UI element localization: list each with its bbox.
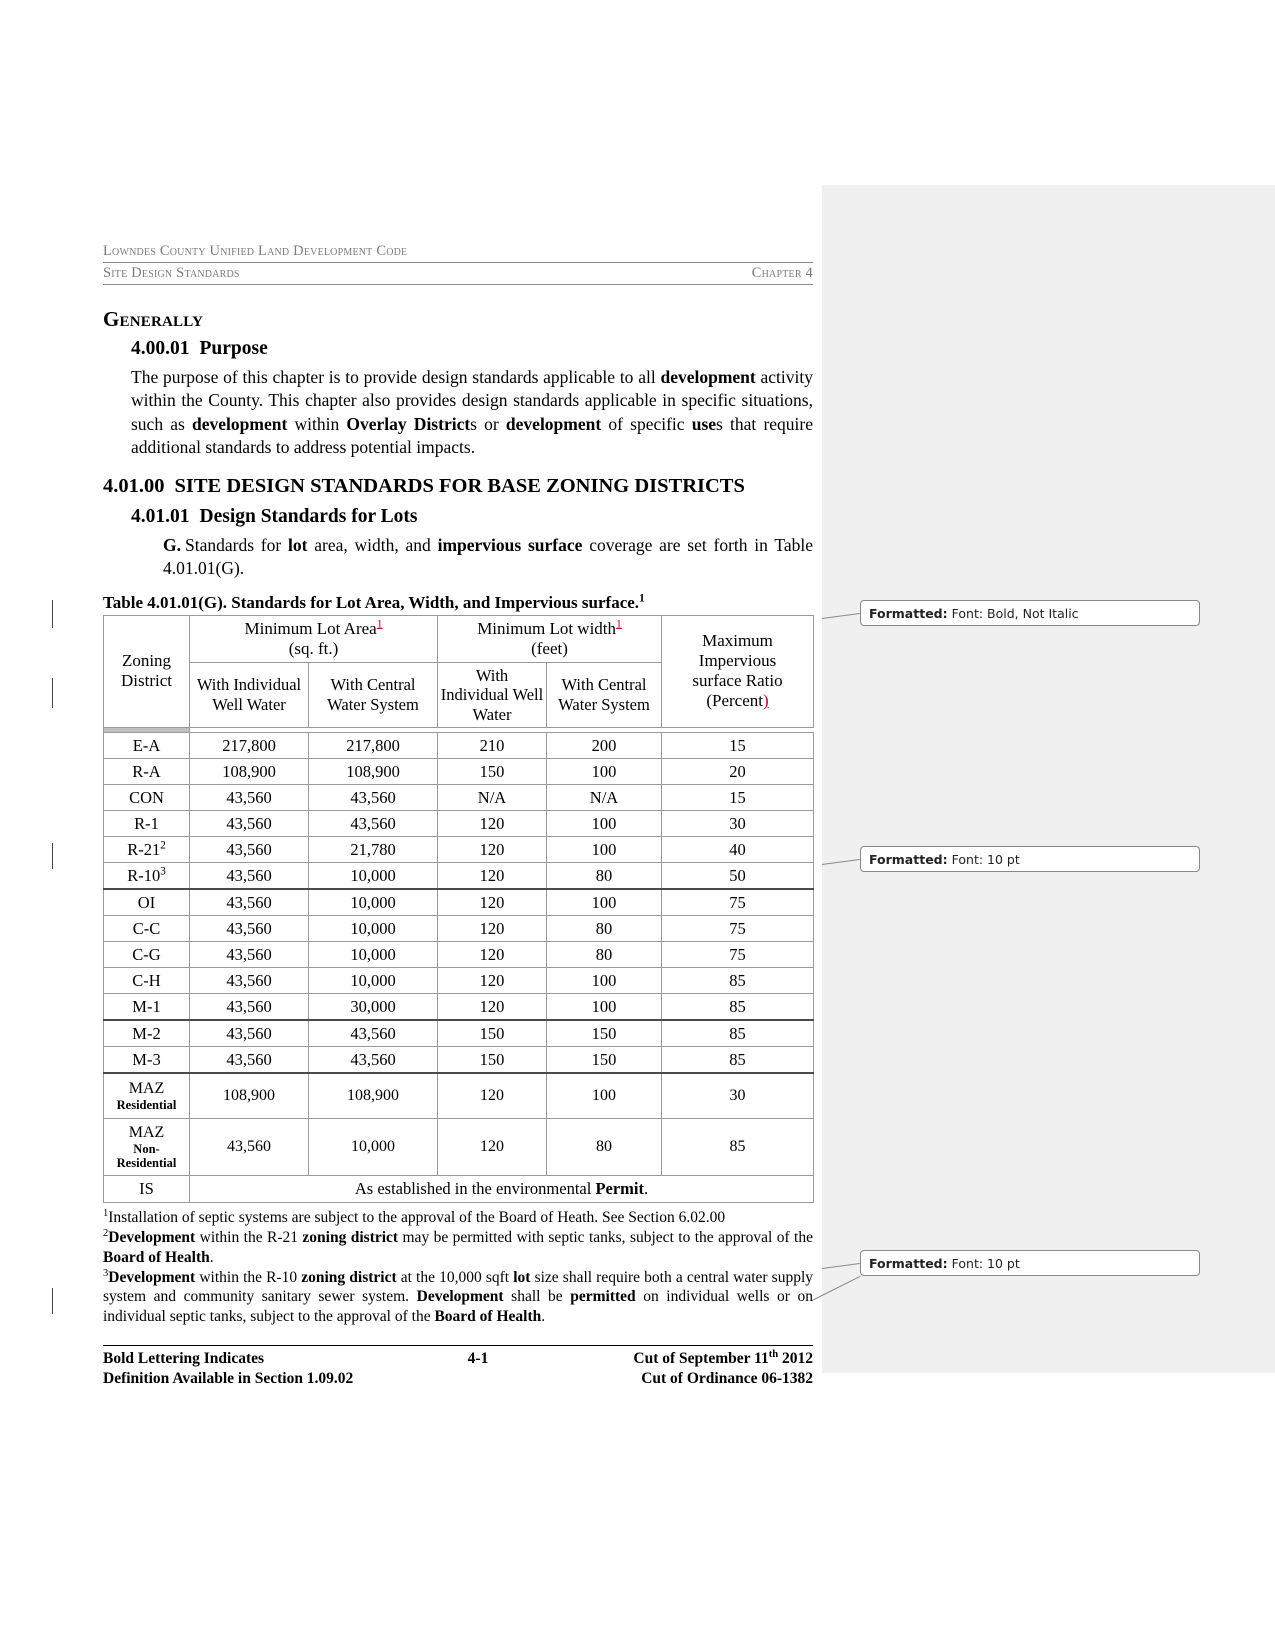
footnote-marker: 2: [103, 1227, 109, 1239]
cell-district-subtype: Non-: [133, 1142, 160, 1157]
lot-standards-table: [103, 615, 814, 1204]
table-caption-text: Table 4.01.01(G). Standards for Lot Area, Width, and Impervious surface.: [103, 592, 640, 612]
cell-district-is: IS: [104, 1176, 190, 1203]
footer-page-number: 4-1: [467, 1350, 489, 1367]
section-heading-design-standards-lots: [131, 506, 813, 528]
change-bar: [52, 1288, 53, 1314]
text-run: of specific: [601, 413, 692, 434]
bold-term: development: [660, 367, 756, 387]
table-row: [104, 942, 814, 968]
cell-width-central-water: N/A: [547, 785, 662, 811]
item-g-label: G.: [163, 535, 181, 556]
balloon-label: Formatted:: [869, 605, 948, 621]
cell-width-individual-well: 120: [438, 863, 547, 890]
footnote-marker-red: 1: [376, 616, 383, 630]
table-row: [104, 968, 814, 994]
cell-district-subtype: Residential: [116, 1156, 177, 1171]
section-number-major: 4.01.00: [103, 475, 165, 498]
cell-is-note: As established in the environmental Permit.: [190, 1176, 814, 1203]
cell-area-individual-well: 43,560: [190, 837, 309, 863]
cell-width-individual-well: 120: [438, 916, 547, 942]
footer-cut-ordinance: Cut of Ordinance 06-1382: [641, 1370, 813, 1388]
cell-max-impervious: 75: [662, 942, 814, 968]
cell-area-individual-well: 43,560: [190, 994, 309, 1021]
table-row: [104, 863, 814, 890]
header-zoning-district: Zoning District: [104, 615, 190, 728]
cell-max-impervious: 85: [662, 994, 814, 1021]
text-run: The purpose of this chapter is to provide design standards applicable to all: [131, 367, 661, 387]
cell-area-central-water: 108,900: [309, 759, 438, 785]
cell-max-impervious: 85: [662, 1119, 814, 1176]
section-heading-site-design-standards: [103, 475, 813, 498]
cell-zoning-district: M-1: [104, 994, 190, 1021]
running-head-title: Lowndes County Unified Land Development Code: [103, 243, 813, 263]
cell-max-impervious: 75: [662, 889, 814, 916]
footer-cut-date: Cut of September 11th 2012: [633, 1348, 813, 1367]
table-caption-footnote-marker: 1: [639, 590, 645, 604]
cell-zoning-district: CON: [104, 785, 190, 811]
cell-width-individual-well: 120: [438, 889, 547, 916]
cell-width-individual-well: 120: [438, 1119, 547, 1176]
bold-term: Development: [108, 1228, 196, 1246]
footnote-marker: 3: [160, 865, 166, 878]
table-row: [104, 994, 814, 1021]
cell-area-individual-well: 43,560: [190, 942, 309, 968]
page-content: [103, 243, 813, 1327]
cell-max-impervious: 85: [662, 968, 814, 994]
balloon-text: Font: Bold, Not Italic: [951, 605, 1079, 621]
subheader-area-central-water: With Central Water System: [309, 662, 438, 727]
cell-width-individual-well: 120: [438, 837, 547, 863]
cell-max-impervious: 15: [662, 785, 814, 811]
cell-max-impervious: 85: [662, 1047, 814, 1074]
text-run: coverage are set forth in Table 4.01.01(G).: [163, 535, 813, 579]
cell-width-individual-well: N/A: [438, 785, 547, 811]
footnote-marker: 2: [160, 839, 166, 852]
table-row: [104, 1119, 814, 1176]
change-bar: [52, 600, 53, 628]
cell-area-individual-well: 108,900: [190, 759, 309, 785]
cell-district-subtype: Residential: [116, 1098, 177, 1113]
table-footnotes: [103, 1208, 813, 1327]
cell-area-individual-well: 43,560: [190, 1047, 309, 1074]
table-header-group-row: [104, 615, 814, 662]
revision-margin-panel: [822, 185, 1275, 1373]
footnote-3: $^3$Development within the R-10 zoning district at the 10,000 sqft lot size shall require both a central water supply system and community sanitary sewer system. Development shall be permitted on individual wells or on individual septic tanks, subject to the approval of the Board of Health.: [103, 1267, 814, 1326]
cell-width-central-water: 150: [547, 1047, 662, 1074]
section-number-purpose: 4.00.01: [131, 338, 190, 359]
cell-width-central-water: 100: [547, 889, 662, 916]
cell-zoning-district: $R-10^3$: [104, 863, 190, 890]
cell-zoning-district: MAZ Residential: [104, 1073, 190, 1119]
cell-area-central-water: 10,000: [309, 916, 438, 942]
bold-term: permitted: [570, 1288, 636, 1306]
cell-area-individual-well: 43,560: [190, 863, 309, 890]
cell-width-central-water: 200: [547, 733, 662, 759]
bold-term: zoning district: [301, 1268, 397, 1286]
cell-area-central-water: 43,560: [309, 1020, 438, 1047]
cell-zoning-district: C-G: [104, 942, 190, 968]
cell-width-central-water: 80: [547, 942, 662, 968]
cell-area-central-water: 10,000: [309, 1119, 438, 1176]
text-run: Standards for: [185, 535, 288, 556]
bold-term: zoning district: [302, 1228, 399, 1246]
section-title-major: SITE DESIGN STANDARDS FOR BASE ZONING DISTRICTS: [174, 475, 745, 498]
cell-area-central-water: 21,780: [309, 837, 438, 863]
table-row: [104, 1020, 814, 1047]
cell-area-central-water: 10,000: [309, 968, 438, 994]
text-run: area, width, and: [307, 535, 438, 556]
cell-zoning-district: E-A: [104, 733, 190, 759]
table-row: [104, 889, 814, 916]
section-title-lots: Design Standards for Lots: [199, 506, 418, 528]
cell-zoning-district: M-2: [104, 1020, 190, 1047]
cell-zoning-district: R-1: [104, 811, 190, 837]
bold-term: lot: [513, 1268, 531, 1286]
footnote-1: $^1$Installation of septic systems are subject to the approval of the Board of Heath. See Section 6.02.00: [103, 1207, 726, 1227]
subheader-width-central-water: With Central Water System: [547, 662, 662, 727]
cell-width-central-water: 100: [547, 811, 662, 837]
table-row: [104, 785, 814, 811]
table-caption: [103, 590, 813, 613]
cell-max-impervious: 30: [662, 811, 814, 837]
cell-width-individual-well: 150: [438, 1047, 547, 1074]
table-row: [104, 1073, 814, 1119]
cell-max-impervious: 20: [662, 759, 814, 785]
table-row: [104, 733, 814, 759]
text-run: s or: [470, 413, 506, 434]
change-bar: [52, 678, 53, 708]
bold-term: Board of Health: [434, 1308, 542, 1326]
bold-term: Overlay District: [346, 413, 471, 434]
cell-area-central-water: 10,000: [309, 889, 438, 916]
cell-width-central-water: 80: [547, 863, 662, 890]
item-g-paragraph: [163, 534, 813, 581]
cell-max-impervious: 75: [662, 916, 814, 942]
cell-max-impervious: 85: [662, 1020, 814, 1047]
cell-area-central-water: 10,000: [309, 863, 438, 890]
cell-width-central-water: 100: [547, 1073, 662, 1119]
cell-width-central-water: 100: [547, 837, 662, 863]
cell-width-central-water: 100: [547, 759, 662, 785]
bold-term: Permit: [595, 1179, 644, 1199]
cell-width-individual-well: 120: [438, 942, 547, 968]
header-max-impervious-ratio: Maximum Impervious surface Ratio (Percent): [662, 615, 814, 728]
cell-width-individual-well: 150: [438, 1020, 547, 1047]
subheader-width-individual-well: With Individual Well Water: [438, 662, 547, 727]
footnote-2: $^2$Development within the R-21 zoning district may be permitted with septic tanks, subject to the approval of the Board of Health.: [103, 1227, 813, 1266]
cell-width-central-water: 150: [547, 1020, 662, 1047]
header-min-lot-width: Minimum Lot width$^1$ (feet): [438, 615, 662, 662]
cell-area-central-water: 43,560: [309, 785, 438, 811]
cell-area-individual-well: 43,560: [190, 785, 309, 811]
cell-area-central-water: 217,800: [309, 733, 438, 759]
formatted-balloon[interactable]: [860, 846, 1200, 872]
cell-area-central-water: 30,000: [309, 994, 438, 1021]
bold-term: use: [691, 413, 717, 434]
cell-zoning-district: R-A: [104, 759, 190, 785]
revision-paren: ): [762, 691, 769, 711]
formatted-balloon[interactable]: [860, 1250, 1200, 1276]
bold-term: Development: [108, 1268, 196, 1286]
footer-definition-note: Definition Available in Section 1.09.02: [103, 1370, 354, 1388]
bold-term: lot: [288, 535, 308, 556]
balloon-label: Formatted:: [869, 1255, 948, 1271]
running-head-chapter-number: Chapter 4: [751, 265, 813, 281]
subheader-area-individual-well: With Individual Well Water: [190, 662, 309, 727]
cell-width-central-water: 100: [547, 994, 662, 1021]
cell-zoning-district: M-3: [104, 1047, 190, 1074]
cell-max-impervious: 40: [662, 837, 814, 863]
cell-width-individual-well: 120: [438, 968, 547, 994]
balloon-text: Font: 10 pt: [951, 1255, 1020, 1271]
section-title-purpose: Purpose: [199, 338, 268, 359]
text-run: within: [287, 413, 347, 434]
cell-zoning-district: OI: [104, 889, 190, 916]
section-heading-generally: Generally: [103, 307, 204, 331]
table-row: [104, 1047, 814, 1074]
bold-term: development: [192, 413, 288, 434]
formatted-balloon[interactable]: [860, 600, 1200, 626]
cell-area-central-water: 43,560: [309, 1047, 438, 1074]
cell-area-individual-well: 43,560: [190, 811, 309, 837]
bold-term: Board of Health: [103, 1248, 210, 1266]
cell-max-impervious: 15: [662, 733, 814, 759]
bold-term: Development: [416, 1288, 504, 1306]
section-heading-purpose: [131, 338, 813, 360]
balloon-text: Font: 10 pt: [951, 851, 1020, 867]
table-row: [104, 759, 814, 785]
table-row-is: [104, 1176, 814, 1203]
cell-area-individual-well: 43,560: [190, 1020, 309, 1047]
table-row: [104, 916, 814, 942]
cell-area-individual-well: 43,560: [190, 916, 309, 942]
header-min-lot-area: Minimum Lot Area$^1$ (sq. ft.): [190, 615, 438, 662]
cell-zoning-district: C-H: [104, 968, 190, 994]
cell-area-individual-well: 43,560: [190, 1119, 309, 1176]
footnote-marker: 3: [103, 1267, 109, 1279]
cell-width-individual-well: 120: [438, 1073, 547, 1119]
cell-width-central-water: 80: [547, 916, 662, 942]
cell-area-individual-well: 43,560: [190, 968, 309, 994]
cell-width-central-water: 80: [547, 1119, 662, 1176]
cell-max-impervious: 50: [662, 863, 814, 890]
text-run: activity within the County. This chapter also provides design standards applicable in specific situations, such as: [131, 367, 813, 434]
cell-area-individual-well: 217,800: [190, 733, 309, 759]
change-bar: [52, 843, 53, 869]
cell-area-individual-well: 43,560: [190, 889, 309, 916]
cell-zoning-district: MAZ Non- Residential: [104, 1119, 190, 1176]
table-row: [104, 837, 814, 863]
footnote-marker: 1: [103, 1207, 109, 1219]
text-run: s that require additional standards to address potential impacts.: [131, 413, 814, 457]
cell-zoning-district: $R-21^2$: [104, 837, 190, 863]
cell-zoning-district: C-C: [104, 916, 190, 942]
bold-term: development: [505, 413, 602, 434]
balloon-label: Formatted:: [869, 851, 948, 867]
running-head-chapter-name: Site Design Standards: [103, 265, 240, 281]
table-row: [104, 811, 814, 837]
cell-area-central-water: 43,560: [309, 811, 438, 837]
cell-area-individual-well: 108,900: [190, 1073, 309, 1119]
running-head-subtitle: [103, 263, 813, 285]
cell-width-individual-well: 210: [438, 733, 547, 759]
purpose-paragraph: [131, 366, 813, 459]
section-number-lots: 4.01.01: [131, 506, 190, 528]
cell-area-central-water: 108,900: [309, 1073, 438, 1119]
cell-max-impervious: 30: [662, 1073, 814, 1119]
page-footer: [103, 1345, 813, 1389]
bold-term: impervious surface: [437, 535, 583, 556]
cell-width-individual-well: 120: [438, 811, 547, 837]
table-body: [104, 733, 814, 1176]
footnote-marker-red: 1: [616, 616, 622, 630]
footer-bold-lettering-note: Bold Lettering Indicates: [103, 1350, 265, 1367]
cell-width-individual-well: 150: [438, 759, 547, 785]
cell-width-central-water: 100: [547, 968, 662, 994]
cell-area-central-water: 10,000: [309, 942, 438, 968]
cell-width-individual-well: 120: [438, 994, 547, 1021]
